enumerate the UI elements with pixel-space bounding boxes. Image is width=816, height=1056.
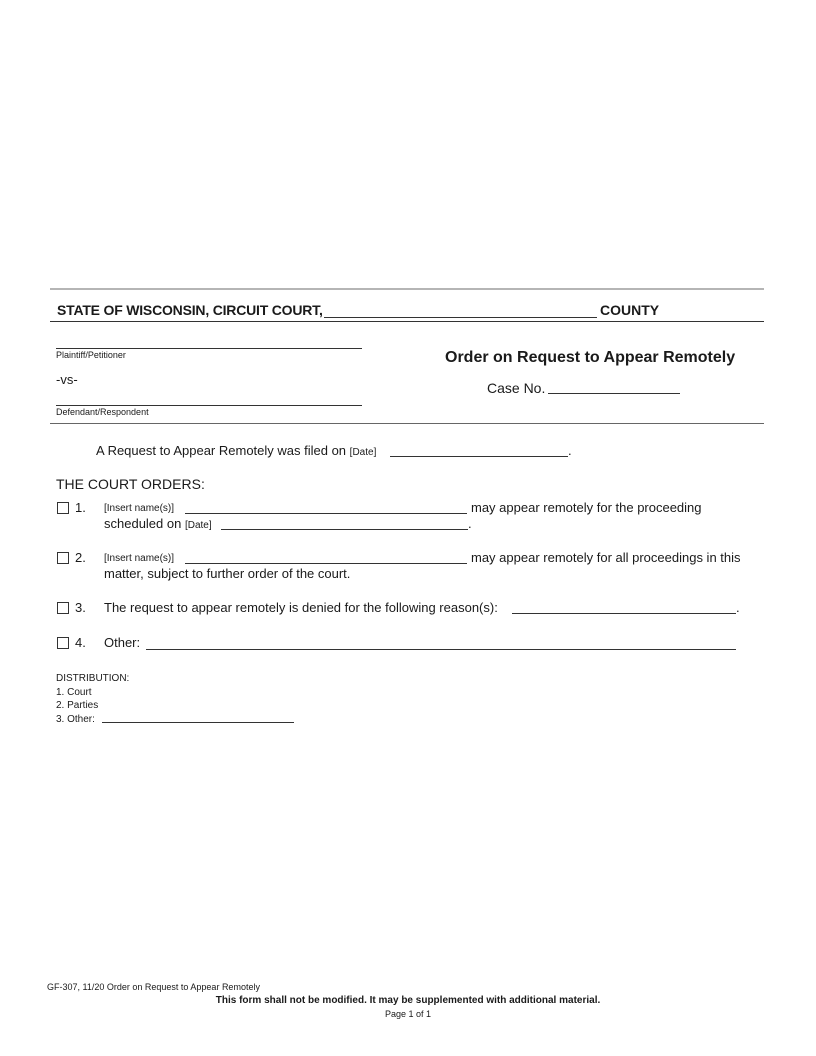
item-1-name-placeholder: [Insert name(s)] (104, 503, 175, 514)
county-label: COUNTY (600, 302, 660, 318)
item-4-checkbox[interactable] (57, 637, 69, 649)
item-2-name-field[interactable] (185, 563, 467, 564)
header-divider (50, 321, 764, 322)
item-2-text: may appear remotely for all proceedings in this (471, 550, 741, 565)
item-1-text: may appear remotely for the proceeding (471, 500, 702, 515)
distribution-item: 1. Court (56, 686, 92, 698)
plaintiff-label: Plaintiff/Petitioner (56, 350, 126, 360)
distribution-item: 3. Other: (56, 713, 95, 725)
distribution-heading: DISTRIBUTION: (56, 673, 130, 684)
item-2-line2: matter, subject to further order of the court. (104, 566, 351, 581)
item-4-number: 4. (75, 635, 86, 650)
distribution-item: 2. Parties (56, 700, 99, 711)
filed-date-field[interactable] (390, 456, 568, 457)
item-3-text: The request to appear remotely is denied for the following reason(s): (104, 600, 498, 615)
item-1-name-field[interactable] (185, 513, 467, 514)
item-1-line2-prefix: scheduled on (104, 516, 182, 531)
footer-notice: This form shall not be modified. It may be supplemented with additional material. (215, 995, 601, 1006)
page-number: Page 1 of 1 (384, 1009, 432, 1019)
case-no-field[interactable] (548, 393, 680, 394)
distribution (56, 672, 129, 726)
item-4-text: Other: (104, 635, 141, 650)
item-3-reason-field[interactable] (512, 613, 736, 614)
plaintiff-field[interactable] (56, 348, 362, 349)
period: . (568, 443, 572, 458)
item-4-other-field[interactable] (146, 649, 736, 650)
vs-label: -vs- (56, 372, 78, 387)
item-1-number: 1. (75, 500, 86, 515)
date-placeholder: [Date] (349, 447, 377, 458)
item-1-date-placeholder: [Date] (184, 520, 212, 531)
item-2-name-placeholder: [Insert name(s)] (104, 553, 175, 564)
filed-statement (96, 443, 376, 458)
orders-heading: THE COURT ORDERS: (56, 476, 205, 492)
item-1-line2 (104, 516, 212, 531)
filed-text: A Request to Appear Remotely was filed on (96, 443, 347, 458)
form-title: Order on Request to Appear Remotely (445, 349, 736, 366)
court-header (57, 302, 323, 318)
period: . (736, 600, 740, 615)
item-1-date-field[interactable] (221, 529, 468, 530)
item-2-checkbox[interactable] (57, 552, 69, 564)
case-no-label: Case No. (487, 380, 546, 396)
item-3-number: 3. (75, 600, 86, 615)
defendant-field[interactable] (56, 405, 362, 406)
period: . (468, 516, 472, 531)
court-prefix: STATE OF WISCONSIN, CIRCUIT COURT, (57, 302, 323, 318)
form-id: GF-307, 11/20 Order on Request to Appear Remotely (47, 982, 260, 992)
distribution-other-field[interactable] (102, 722, 294, 723)
top-divider (50, 288, 764, 290)
item-2-number: 2. (75, 550, 86, 565)
defendant-label: Defendant/Respondent (56, 407, 149, 417)
item-3-checkbox[interactable] (57, 602, 69, 614)
item-1-checkbox[interactable] (57, 502, 69, 514)
caption-divider (50, 423, 764, 424)
county-field[interactable] (324, 317, 597, 318)
